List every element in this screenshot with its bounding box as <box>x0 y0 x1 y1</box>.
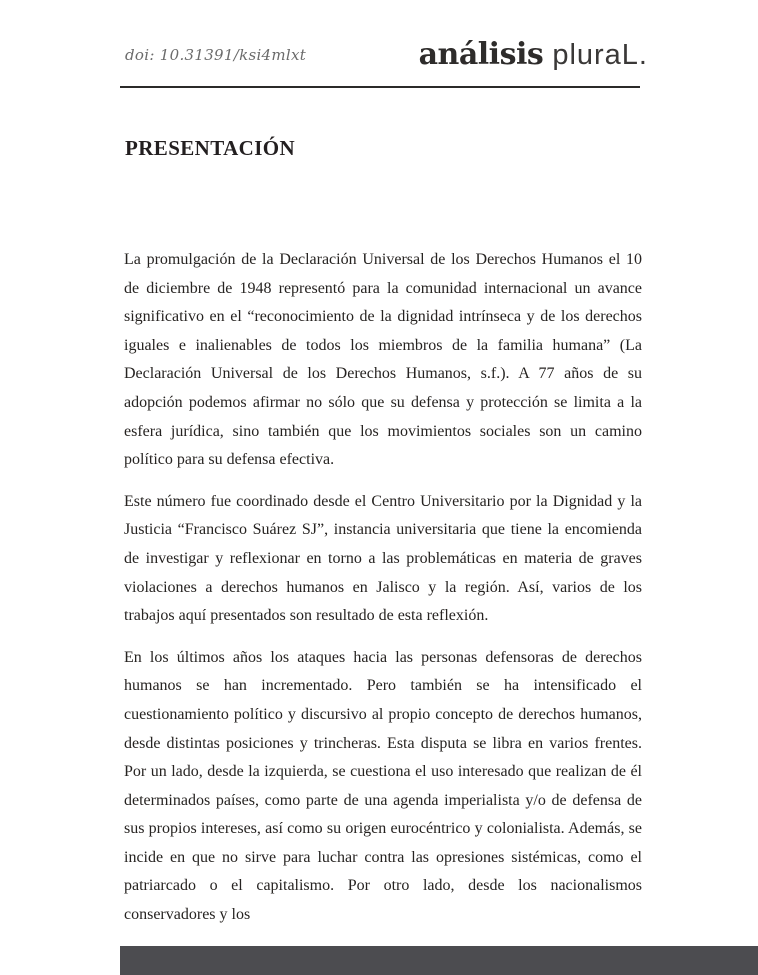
page-title: PRESENTACIÓN <box>125 136 296 160</box>
doi-label: doi: 10.31391/ksi4mlxt <box>125 46 307 64</box>
body-text <box>124 246 642 930</box>
paragraph-3: En los últimos años los ataques hacia las personas defensoras de derechos humanos se han incrementado. Pero también se ha intensificado el cuestionamiento político y discursivo al propio concepto de derechos humanos, desde distintas posiciones y trincheras. Esta disputa se libra en varios frentes. Por un lado, desde la izquierda, se cuestiona el uso interesado que realizan de él determinados países, como parte de una agenda imperialista y/o de defensa de sus propios intereses, así como su origen eurocéntrico y colonialista. Además, se incide en que no sirve para luchar contra las opresiones sistémicas, como el patriarcado o el capitalismo. Por otro lado, desde los nacionalismos conservadores y los <box>124 648 642 924</box>
logo-word-plural: pluraL. <box>543 39 648 71</box>
analisis-plural-logo <box>418 37 648 72</box>
logo-word-analisis: análisis <box>418 37 544 72</box>
header-rule <box>120 86 640 88</box>
paragraph-2: Este número fue coordinado desde el Centro Universitario por la Dignidad y la Justicia “Francisco Suárez SJ”, instancia universitaria que tiene la encomienda de investigar y reflexionar en torno a las problemáticas en materia de graves violaciones a derechos humanos en Jalisco y la región. Así, varios de los trabajos aquí presentados son resultado de esta reflexión. <box>124 492 642 625</box>
footer-bar <box>120 946 758 975</box>
paragraph-1: La promulgación de la Declaración Universal de los Derechos Humanos el 10 de diciembre de 1948 representó para la comunidad internacional un avance significativo en el “reconocimiento de la dignidad intrínseca y de los derechos iguales e inalienables de todos los miembros de la familia humana” (La Declaración Universal de los Derechos Humanos, s.f.). A 77 años de su adopción podemos afirmar no sólo que su defensa y protección se limita a la esfera jurídica, sino también que los movimientos sociales son un camino político para su defensa efectiva. <box>124 251 642 469</box>
